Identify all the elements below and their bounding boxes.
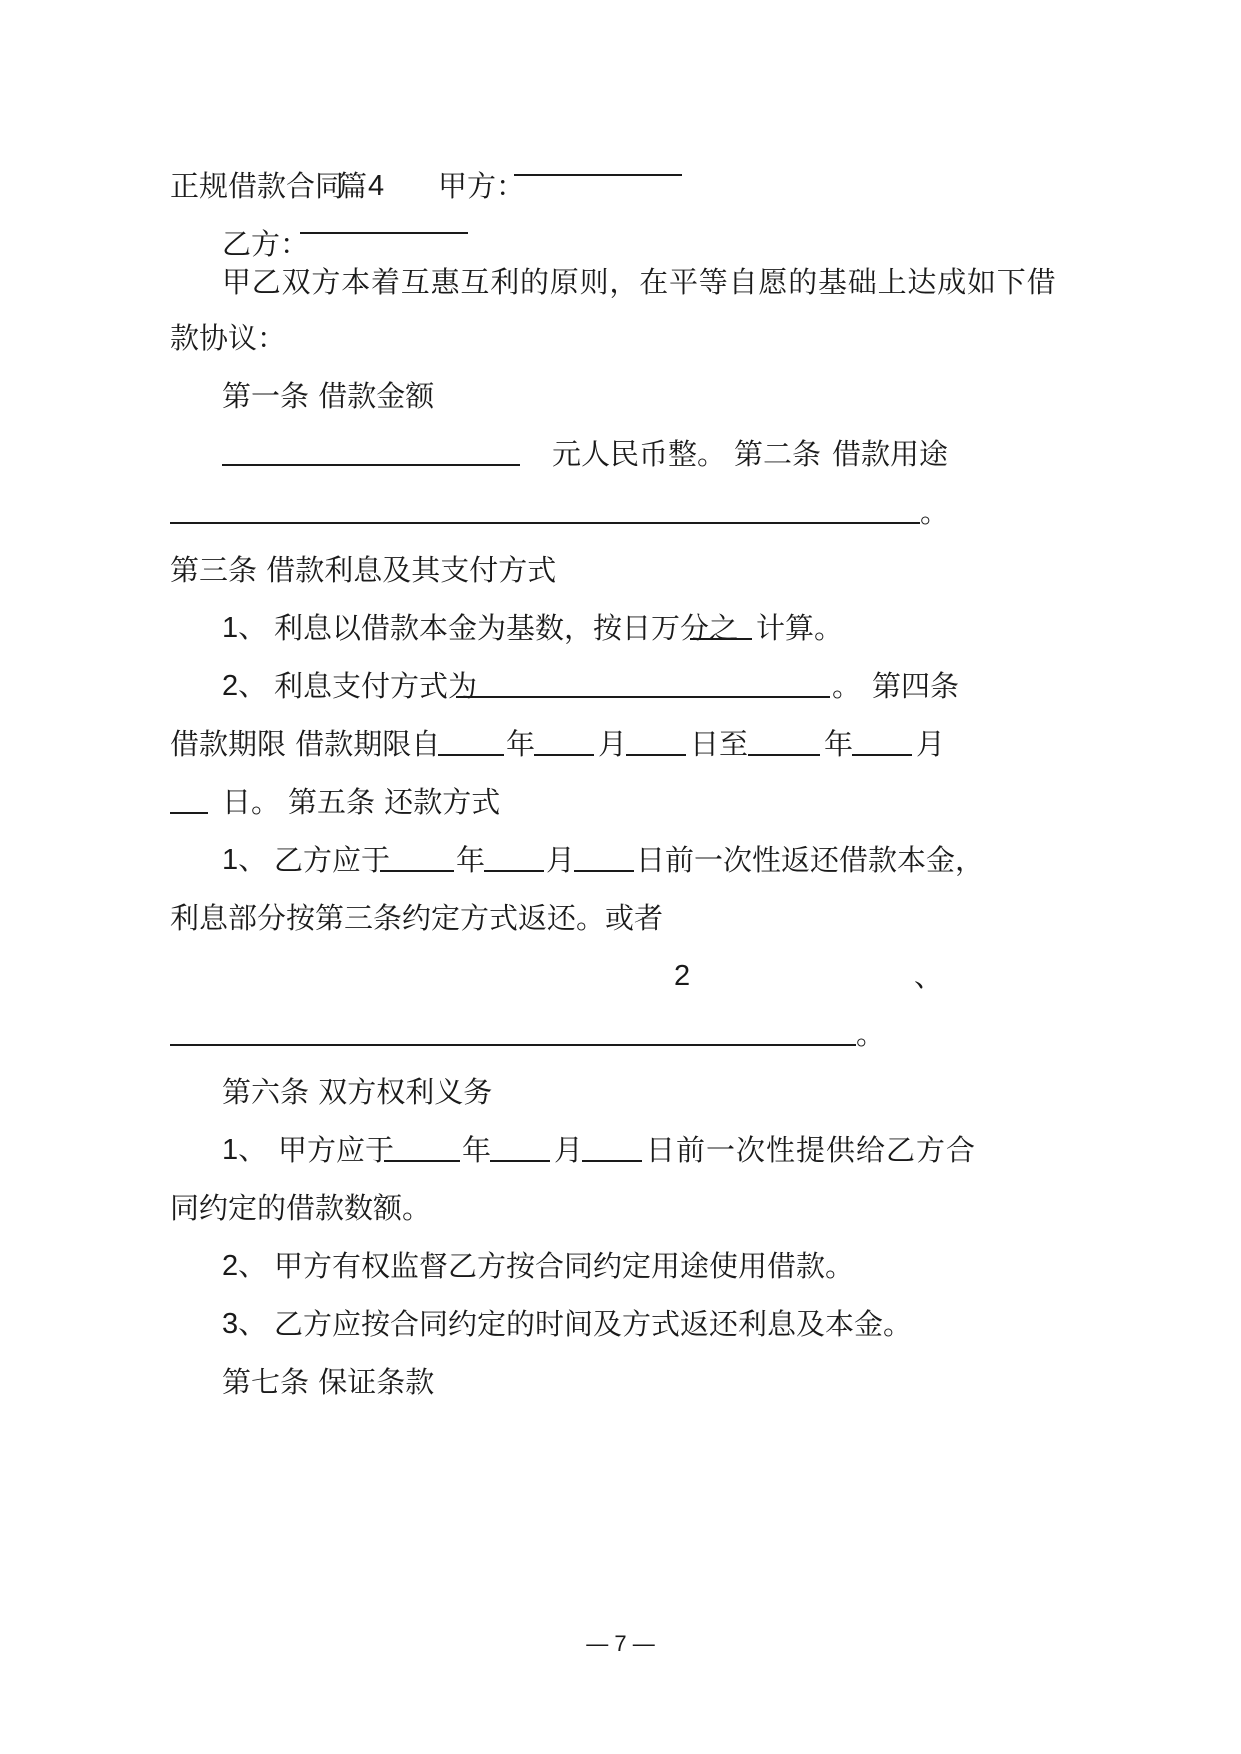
obligation-line-1b [0,1176,1241,1240]
obligation-text-c: 同约定的借款数额。 [170,1191,432,1225]
repay-month: 月 [546,843,576,877]
term-end-text: 日。 [222,785,281,819]
repay-year: 年 [456,843,486,877]
contract-title-line [0,154,1241,218]
party-a-label: 甲方： [438,169,526,203]
part-label: 篇 [338,169,368,203]
payment-method-text: 利息支付方式为 [274,669,478,703]
interest-rate-end: 计算。 [756,611,844,645]
term-month-1: 月 [598,727,628,761]
contract-title: 正规借款合同 [170,169,345,203]
obligation-day-blank[interactable] [582,1160,642,1162]
interest-rate-text: 利息以借款本金为基数，按日万分之 [274,611,739,645]
repay-month-blank[interactable] [484,870,544,872]
repay-interest-text: 利息部分按第三条约定方式返还。或者 [170,901,664,935]
obligation-text-2: 甲方有权监督乙方按合同约定用途使用借款。 [274,1249,855,1283]
repay-alt-blank[interactable] [170,1044,856,1046]
purpose-end-mark: 。 [920,495,950,529]
term-year-2: 年 [824,727,854,761]
article-6-heading [0,1060,1241,1124]
term-year-2-blank[interactable] [748,754,820,756]
obligation-text-3: 乙方应按合同约定的时间及方式返还利息及本金。 [274,1307,913,1341]
term-text: 借款期限 借款期限自 [170,727,441,761]
party-b-blank[interactable] [300,232,468,234]
obligation-line-2 [0,1234,1241,1298]
obligation-line-3 [0,1292,1241,1356]
page-number: — 7 — [586,1631,655,1656]
repay-text-b: 日前一次性返还借款本金， [636,843,985,877]
preamble-line-2 [0,306,1241,370]
preamble-text-1: 甲乙双方本着互惠互利的原则，在平等自愿的基础上达成如下借 [222,265,1057,299]
interest-rate-blank[interactable] [690,638,752,640]
term-month-2: 月 [916,727,946,761]
repayment-line-2 [0,886,1241,950]
term-end-line [0,770,1241,834]
repay-text-a: 乙方应于 [274,843,391,877]
obligation-month: 月 [554,1133,584,1167]
term-day-1-blank[interactable] [626,754,686,756]
interest-rate-line [0,596,1241,660]
repay-alt-end-mark: 。 [856,1017,886,1051]
obligation-year: 年 [462,1133,492,1167]
party-b-label: 乙方： [222,227,310,261]
repayment-alt-blank-line [0,1002,1241,1066]
purpose-label: 借款用途 [832,437,949,471]
repayment-line-1 [0,828,1241,892]
obligation-number-3: 3、 [222,1308,268,1340]
term-day-2-blank[interactable] [170,812,208,814]
item-number-1: 1、 [222,612,268,644]
payment-method-end: 。 [832,669,862,703]
amount-line [0,422,1241,486]
article-3-heading [0,538,1241,602]
purpose-blank-line [0,480,1241,544]
item-number-2: 2、 [222,670,268,702]
obligation-year-blank[interactable] [384,1160,460,1162]
obligation-line-1 [0,1118,1241,1182]
payment-method-line [0,654,1241,718]
part-number: 4 [368,170,385,202]
repay-item-number-2: 2 [674,960,691,992]
obligation-month-blank[interactable] [490,1160,550,1162]
article-7-heading [0,1350,1241,1414]
repay-day-blank[interactable] [574,870,634,872]
term-line [0,712,1241,776]
preamble-text-2: 款协议： [170,321,287,355]
term-day-to: 日至 [690,727,749,761]
party-a-blank[interactable] [514,174,682,176]
repay-item-number-1: 1、 [222,844,268,876]
repayment-alt-line [0,944,1241,1008]
payment-method-blank[interactable] [456,696,830,698]
repay-item-sep: 、 [914,959,944,993]
obligation-text-a: 甲方应于 [278,1133,395,1167]
article-2-label: 第二条 [734,437,822,471]
preamble-line-1 [0,250,1241,314]
term-month-1-blank[interactable] [534,754,594,756]
term-year-1: 年 [506,727,536,761]
repay-year-blank[interactable] [380,870,454,872]
obligation-number-2: 2、 [222,1250,268,1282]
obligation-text-b: 日前一次性提供给乙方合 [646,1133,977,1167]
article-1-text: 第一条 借款金额 [222,379,435,413]
article-6-text: 第六条 双方权利义务 [222,1075,493,1109]
article-5-text: 第五条 还款方式 [288,785,501,819]
currency-text: 元人民币整。 [552,437,727,471]
article-4-label: 第四条 [872,669,960,703]
article-3-text: 第三条 借款利息及其支付方式 [170,553,557,587]
obligation-number-1: 1、 [222,1134,268,1166]
article-7-text: 第七条 保证条款 [222,1365,435,1399]
purpose-blank[interactable] [170,522,920,524]
term-month-2-blank[interactable] [852,754,912,756]
amount-blank[interactable] [222,464,520,466]
article-1-heading [0,364,1241,428]
term-year-1-blank[interactable] [438,754,504,756]
